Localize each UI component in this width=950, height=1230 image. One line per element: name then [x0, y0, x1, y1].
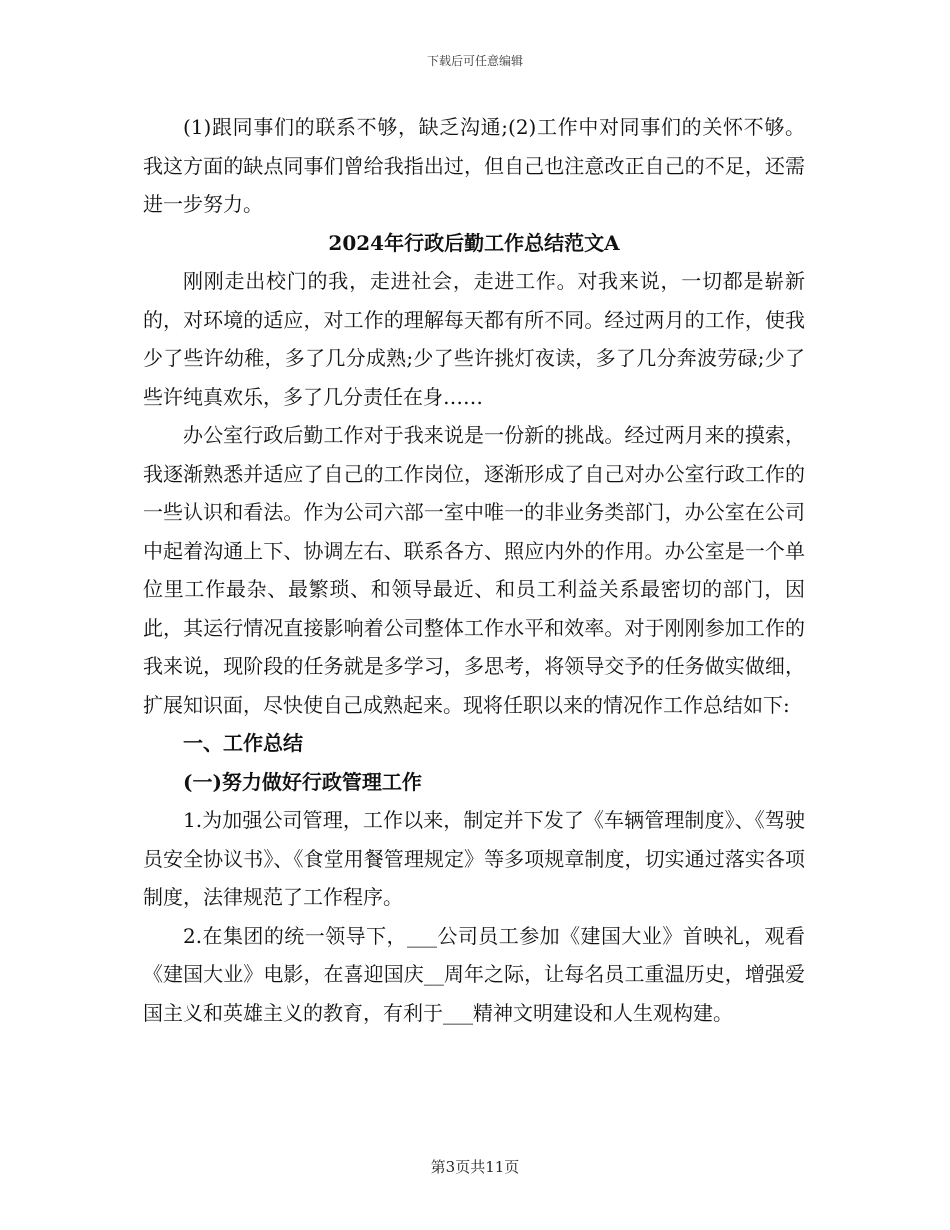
paragraph-1: (1)跟同事们的联系不够，缺乏沟通;(2)工作中对同事们的关怀不够。我这方面的缺点同事们曾给我指出过，但自己也注意改正自己的不足，还需进一步努力。: [143, 115, 805, 216]
paragraph-2: 刚刚走出校门的我，走进社会，走进工作。对我来说，一切都是崭新的，对环境的适应，对工作的理解每天都有所不同。经过两月的工作，使我少了些许幼稚，多了几分成熟;少了些许挑灯夜读，多了几分奔波劳碌;少了些许纯真欢乐，多了几分责任在身……: [143, 269, 805, 409]
page-header: 下载后可任意编辑: [426, 54, 523, 68]
heading-work-summary: 一、工作总结: [183, 731, 303, 755]
paragraph-5: 2.在集团的统一领导下，___公司员工参加《建国大业》首映礼，观看《建国大业》电影，在喜迎国庆__周年之际，让每名员工重温历史，增强爱国主义和英雄主义的教育，有利于___精神文明建设和人生观构建。: [143, 923, 805, 1025]
paragraph-3: 办公室行政后勤工作对于我来说是一份新的挑战。经过两月来的摸索，我逐渐熟悉并适应了自己的工作岗位，逐渐形成了自己对办公室行政工作的一些认识和看法。作为公司六部一室中唯一的非业务类部门，办公室在公司中起着沟通上下、协调左右、联系各方、照应内外的作用。办公室是一个单位里工作最杂、最繁琐、和领导最近、和员工利益关系最密切的部门，因此，其运行情况直接影响着公司整体工作水平和效率。对于刚刚参加工作的我来说，现阶段的任务就是多学习，多思考，将领导交予的任务做实做细，扩展知识面，尽快使自己成熟起来。现将任职以来的情况作工作总结如下:: [143, 423, 805, 717]
section-title: 2024年行政后勤工作总结范文A: [328, 230, 620, 255]
page-footer: 第3页共11页: [430, 1158, 520, 1176]
paragraph-4: 1.为加强公司管理，工作以来，制定并下发了《车辆管理制度》、《驾驶员安全协议书》、《食堂用餐管理规定》等多项规章制度，切实通过落实各项制度，法律规范了工作程序。: [143, 808, 805, 909]
document-body: [143, 108, 805, 1032]
heading-admin-management: (一)努力做好行政管理工作: [183, 769, 422, 794]
